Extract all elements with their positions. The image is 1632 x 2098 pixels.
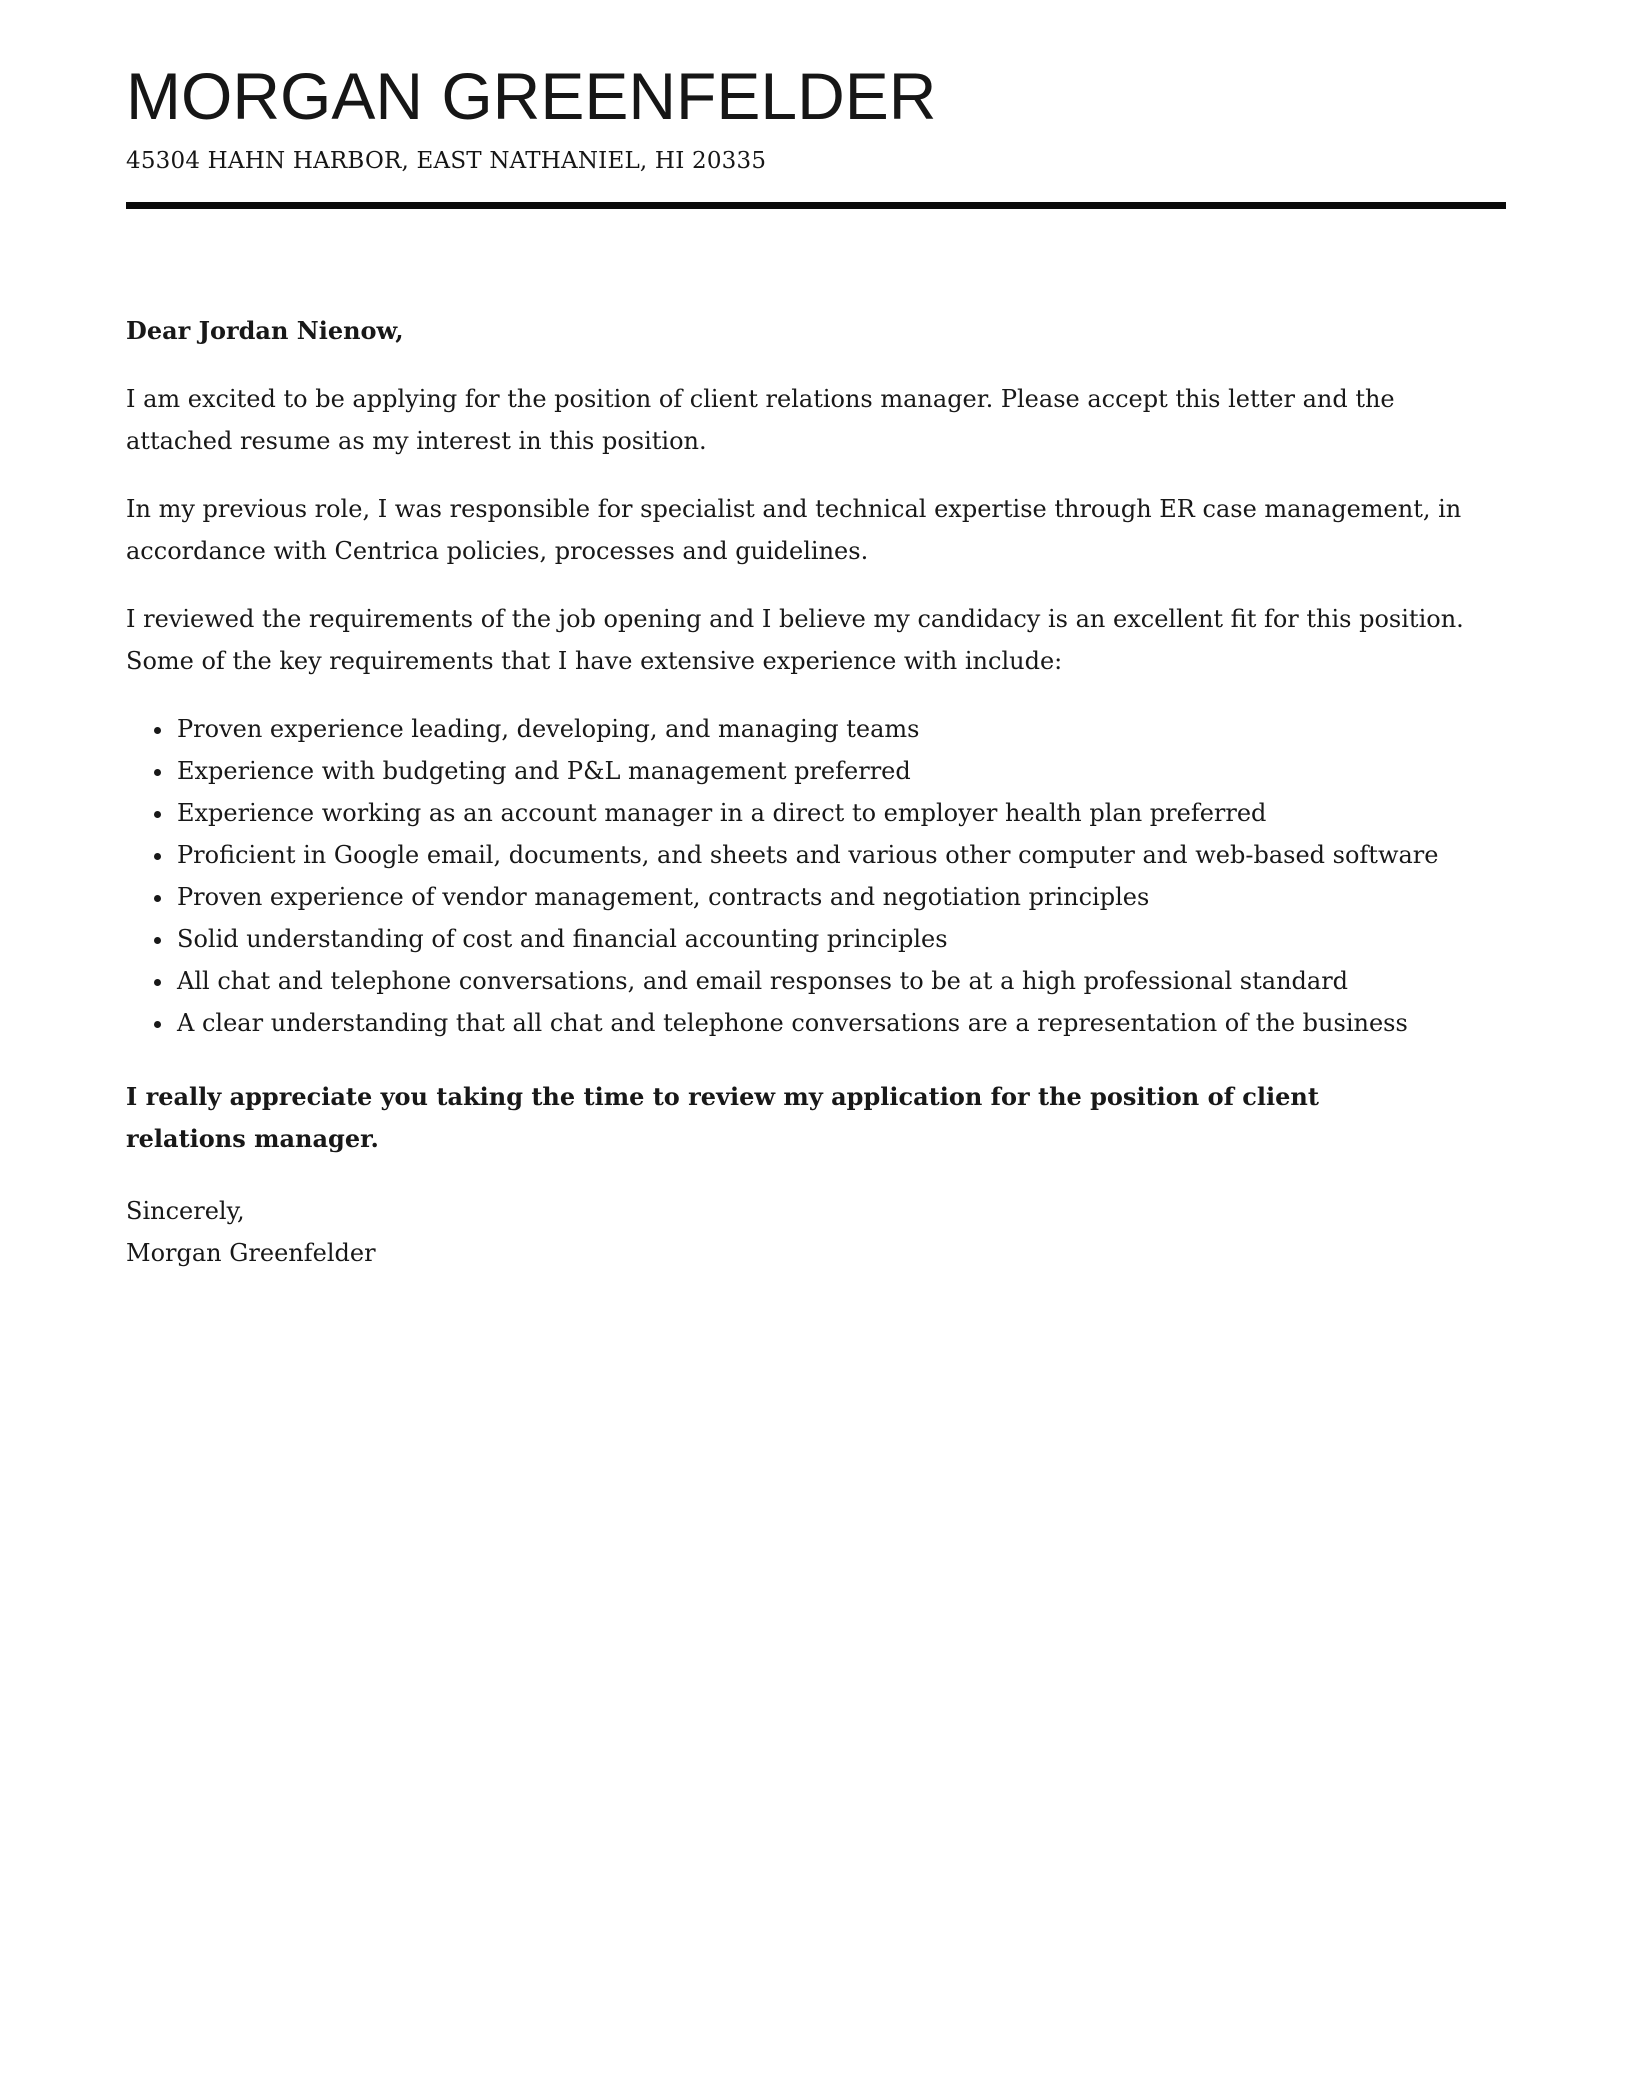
salutation: Dear Jordan Nienow, — [126, 316, 404, 346]
letter-body — [126, 310, 1506, 1274]
signoff: Sincerely, — [126, 1197, 245, 1226]
closing-emphasis-paragraph: I really appreciate you taking the time to review my application for the position of client relations manager. — [126, 1082, 1319, 1154]
bullet-item: • All chat and telephone conversations, and email responses to be at a high professional standard — [175, 960, 1506, 1002]
bullet-item: • Solid understanding of cost and financial accounting principles — [175, 918, 1506, 960]
requirements-bullet-list — [126, 708, 1506, 1044]
bullet-item: • Proficient in Google email, documents, and sheets and various other computer and web-based software — [175, 834, 1506, 876]
bullet-item: • Experience working as an account manager in a direct to employer health plan preferred — [175, 792, 1506, 834]
letter-header — [126, 60, 1506, 209]
bullet-item: • Proven experience leading, developing, and managing teams — [175, 708, 1506, 750]
bullet-item: • Experience with budgeting and P&L management preferred — [175, 750, 1506, 792]
applicant-address: 45304 HAHN HARBOR, EAST NATHANIEL, HI 20335 — [126, 147, 767, 174]
header-divider-rule — [126, 202, 1506, 209]
body-paragraph-3: I reviewed the requirements of the job opening and I believe my candidacy is an excellent fit for this position. Some of the key requirements that I have extensive experience with include: — [126, 605, 1464, 676]
bullet-item: • A clear understanding that all chat and telephone conversations are a representation of the business — [175, 1002, 1506, 1044]
body-paragraph-2: In my previous role, I was responsible for specialist and technical expertise through ER case management, in accordance with Centrica policies, processes and guidelines. — [126, 495, 1462, 566]
bullet-item: • Proven experience of vendor management, contracts and negotiation principles — [175, 876, 1506, 918]
signature-name: Morgan Greenfelder — [126, 1239, 376, 1268]
applicant-name: MORGAN GREENFELDER — [126, 59, 937, 133]
body-paragraph-1: I am excited to be applying for the position of client relations manager. Please accept this letter and the attached resume as my interest in this position. — [126, 385, 1395, 456]
signoff-block — [126, 1190, 1506, 1274]
